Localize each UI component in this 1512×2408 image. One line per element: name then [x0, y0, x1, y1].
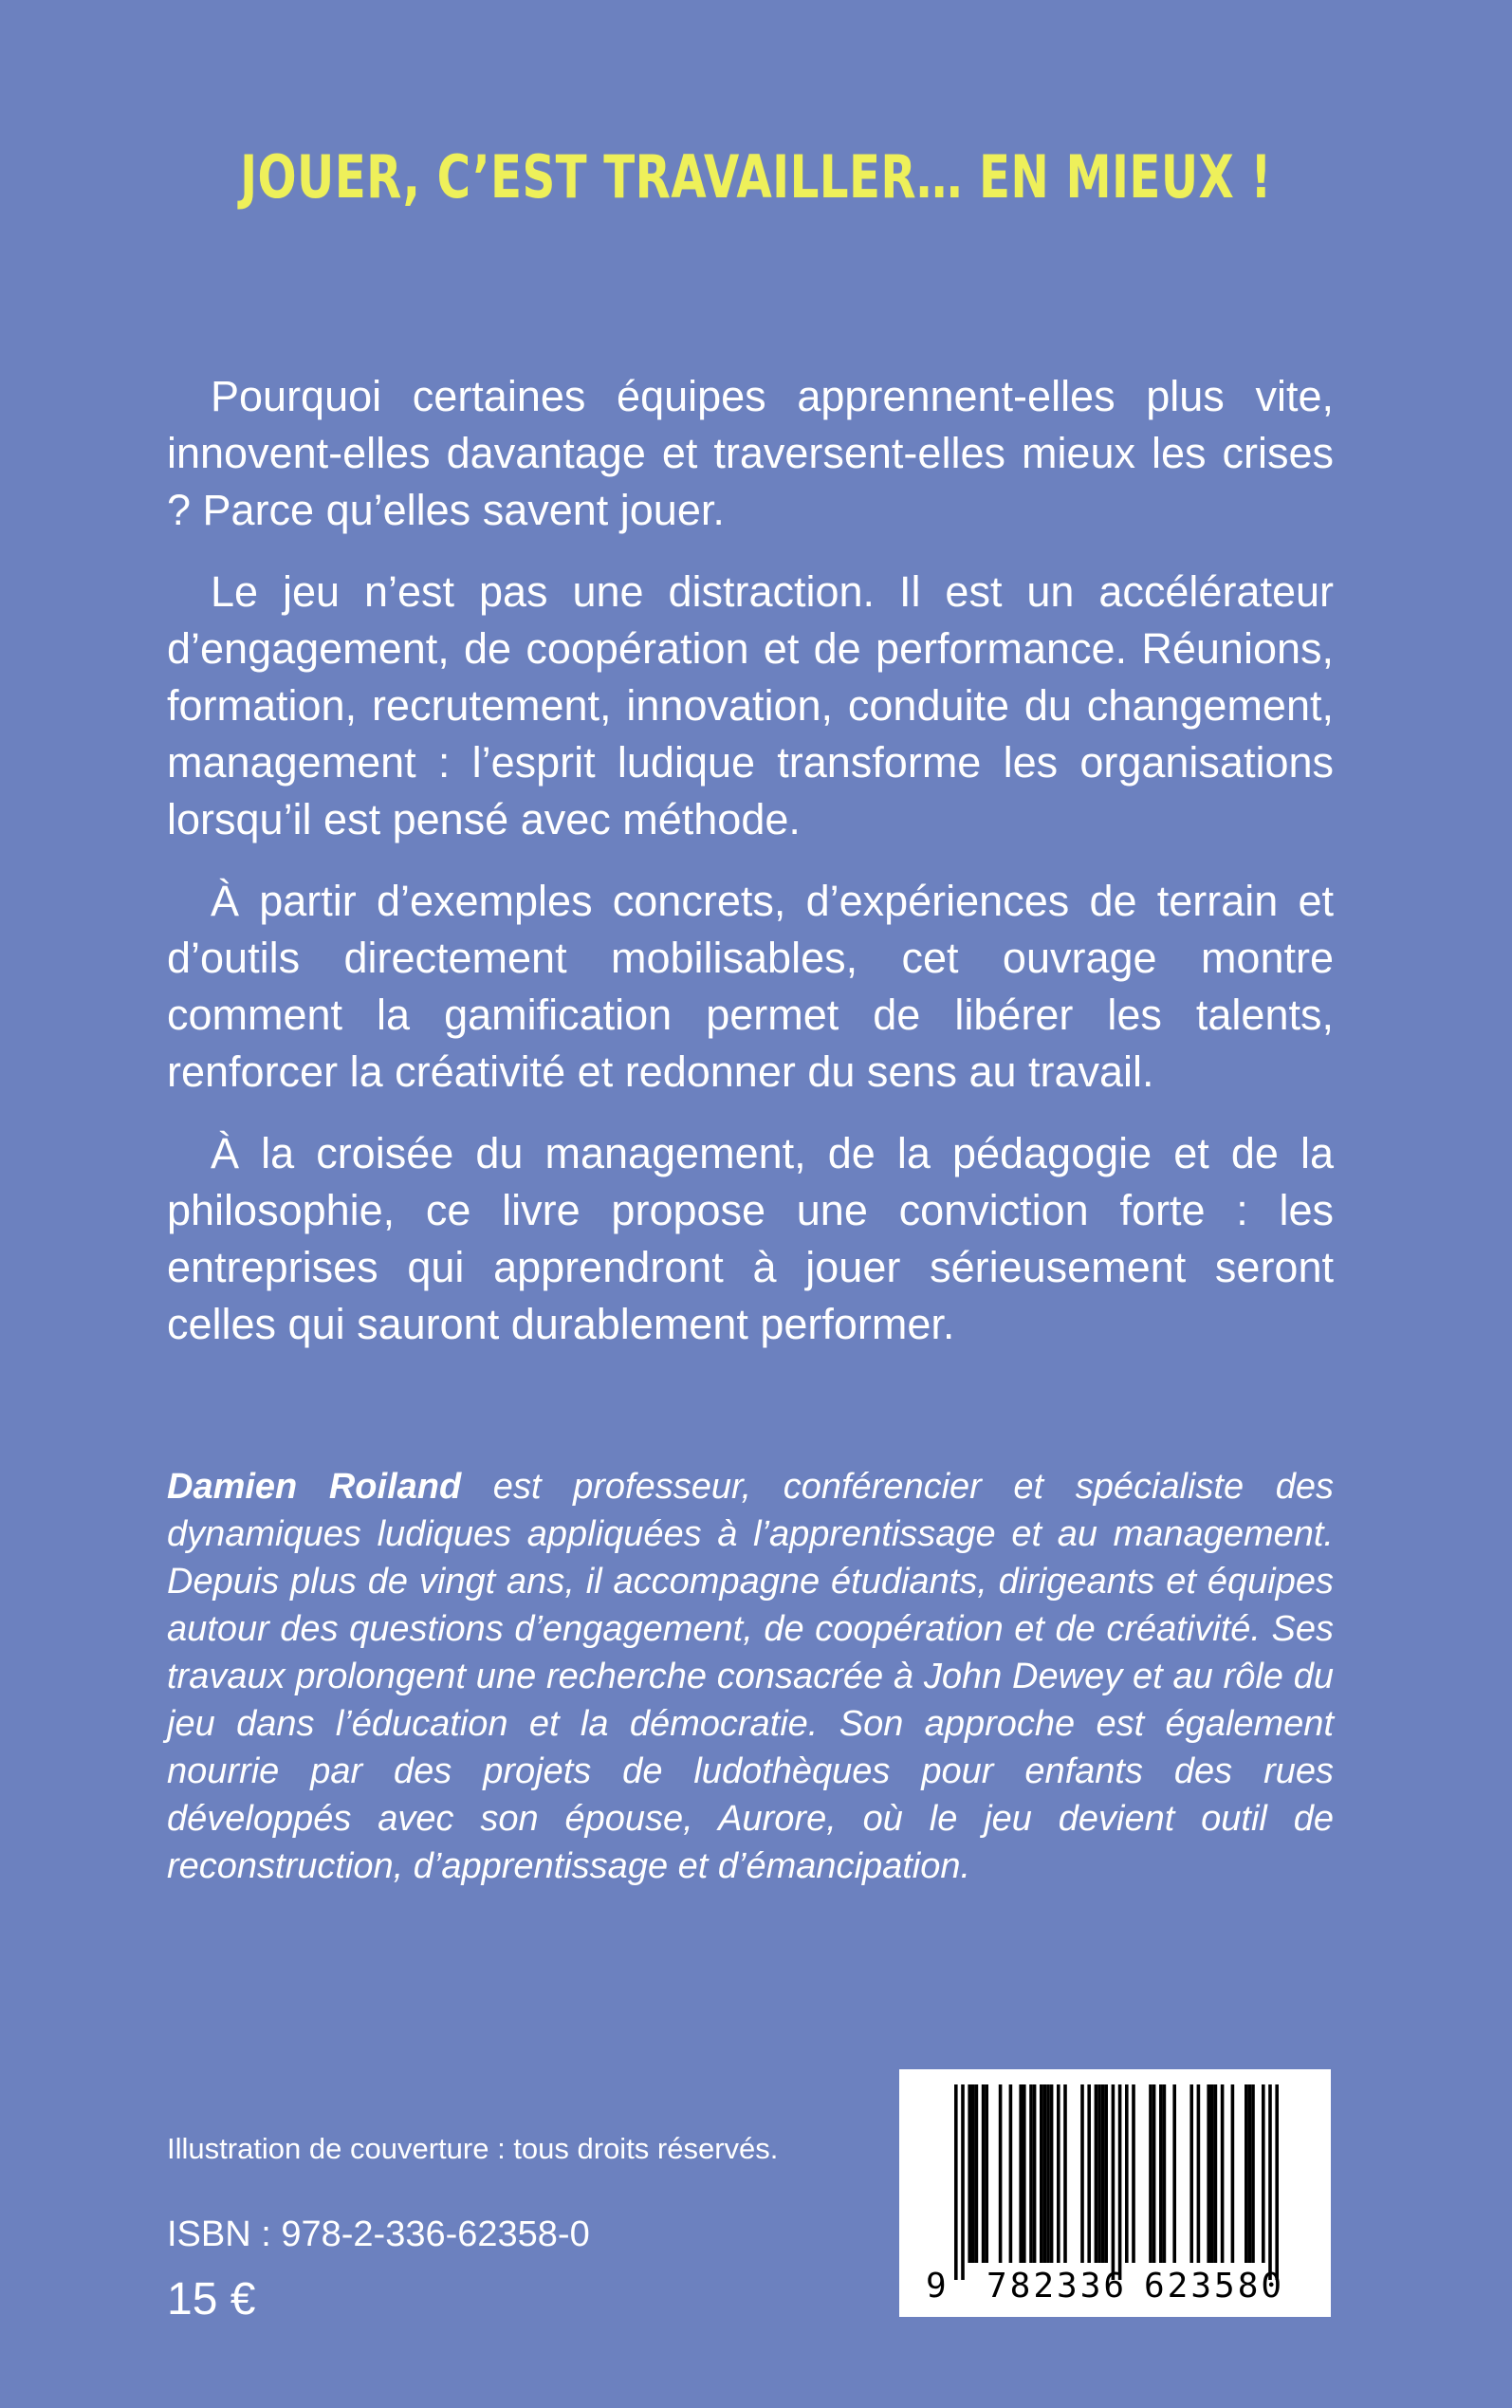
barcode-bar	[971, 2084, 975, 2263]
isbn: ISBN : 978-2-336-62358-0	[167, 2214, 590, 2254]
barcode-bar	[1112, 2084, 1116, 2280]
barcode-first-digit: 9	[926, 2267, 950, 2306]
barcode-bar	[1163, 2084, 1167, 2263]
barcode-bar	[1221, 2084, 1225, 2263]
barcode-bar	[1132, 2084, 1135, 2263]
barcode	[899, 2069, 1331, 2317]
barcode-digits	[899, 2267, 1331, 2308]
barcode-bar	[1043, 2084, 1047, 2263]
barcode-bar	[1231, 2084, 1235, 2263]
blurb-paragraph: À la croisée du management, de la pédagogie et de la philosophie, ce livre propose une conviction forte : les entreprises qui apprendront à jouer sérieusement seront celles qui sauront durablement performer.	[167, 1129, 1334, 1348]
barcode-bar	[954, 2084, 958, 2280]
barcode-bar	[961, 2084, 965, 2280]
barcode-bar	[1275, 2084, 1279, 2280]
author-bio	[167, 1463, 1334, 1890]
barcode-bar	[1057, 2084, 1060, 2263]
barcode-bar	[1101, 2084, 1105, 2263]
barcode-bar	[1095, 2084, 1098, 2263]
barcode-bar	[1245, 2084, 1248, 2263]
barcode-bar	[1033, 2084, 1037, 2263]
barcode-bar	[1080, 2084, 1084, 2263]
barcode-bar	[1009, 2084, 1013, 2263]
barcode-bar	[1262, 2084, 1265, 2263]
price: 15 €	[167, 2274, 256, 2325]
barcode-bar	[985, 2084, 988, 2263]
barcode-bar	[1172, 2084, 1176, 2263]
barcode-bar	[1248, 2084, 1252, 2263]
barcode-bar	[1268, 2084, 1272, 2280]
barcode-bar	[1197, 2084, 1201, 2263]
barcode-bar	[968, 2084, 971, 2263]
barcode-bar	[1207, 2084, 1210, 2263]
barcode-bar	[1046, 2084, 1050, 2263]
barcode-bar	[1159, 2084, 1163, 2263]
author-name: Damien Roiland	[167, 1467, 462, 1507]
barcode-bar	[1087, 2084, 1091, 2263]
blurb	[167, 368, 1334, 1378]
book-title: JOUER, C’EST TRAVAILLER… EN MIEUX !	[240, 142, 1272, 212]
blurb-paragraph: Le jeu n’est pas une distraction. Il est un accélérateur d’engagement, de coopération et de performance. Réunions, formation, recrutement, innovation, conduite du changement, management : l’esprit ludique transforme les organisations lorsqu’il est pensé avec méthode.	[167, 567, 1334, 843]
author-bio-text: est professeur, conférencier et spécialiste des dynamiques ludiques appliquées à l’apprentissage et au management. Depuis plus de vingt ans, il accompagne étudiants, dirigeants et équipes autour des questions d’engagement, de coopération et de créativité. Ses travaux prolongent une recherche consacrée à John Dewey et au rôle du jeu dans l’éducation et la démocratie. Son approche est également nourrie par des projets de ludothèques pour enfants des rues développés avec son épouse, Aurore, où le jeu devient outil de reconstruction, d’apprentissage et d’émancipation.	[167, 1467, 1334, 1886]
barcode-bar	[1210, 2084, 1214, 2263]
barcode-bar	[1104, 2084, 1108, 2263]
barcode-bar	[982, 2084, 986, 2263]
barcode-bar	[1189, 2084, 1193, 2263]
barcode-bar	[1118, 2084, 1122, 2280]
barcode-bar	[975, 2084, 979, 2263]
barcode-bar	[1063, 2084, 1067, 2263]
barcode-bar	[1152, 2084, 1156, 2263]
barcode-bar	[1029, 2084, 1033, 2263]
barcode-bar	[999, 2084, 1003, 2263]
barcode-bar	[1097, 2084, 1101, 2263]
blurb-paragraph: À partir d’exemples concrets, d’expériences de terrain et d’outils directement mobilisables, cet ouvrage montre comment la gamification permet de libérer les talents, renforcer la créativité et redonner du sens au travail.	[167, 877, 1334, 1096]
barcode-bar	[1023, 2084, 1026, 2263]
barcode-bar	[1019, 2084, 1023, 2263]
barcode-bar	[1050, 2084, 1054, 2263]
blurb-paragraph: Pourquoi certaines équipes apprennent-elles plus vite, innovent-elles davantage et traversent-elles mieux les crises ? Parce qu’elles savent jouer.	[167, 372, 1334, 534]
barcode-bar	[1125, 2084, 1129, 2263]
barcode-bar	[1040, 2084, 1043, 2263]
barcode-bar	[1251, 2084, 1255, 2263]
barcode-group-1: 782336	[986, 2267, 1128, 2306]
illustration-credit: Illustration de couverture : tous droits réservés.	[167, 2132, 779, 2165]
barcode-bar	[1214, 2084, 1218, 2263]
barcode-bar	[1149, 2084, 1152, 2263]
barcode-group-2: 623580	[1144, 2267, 1285, 2306]
